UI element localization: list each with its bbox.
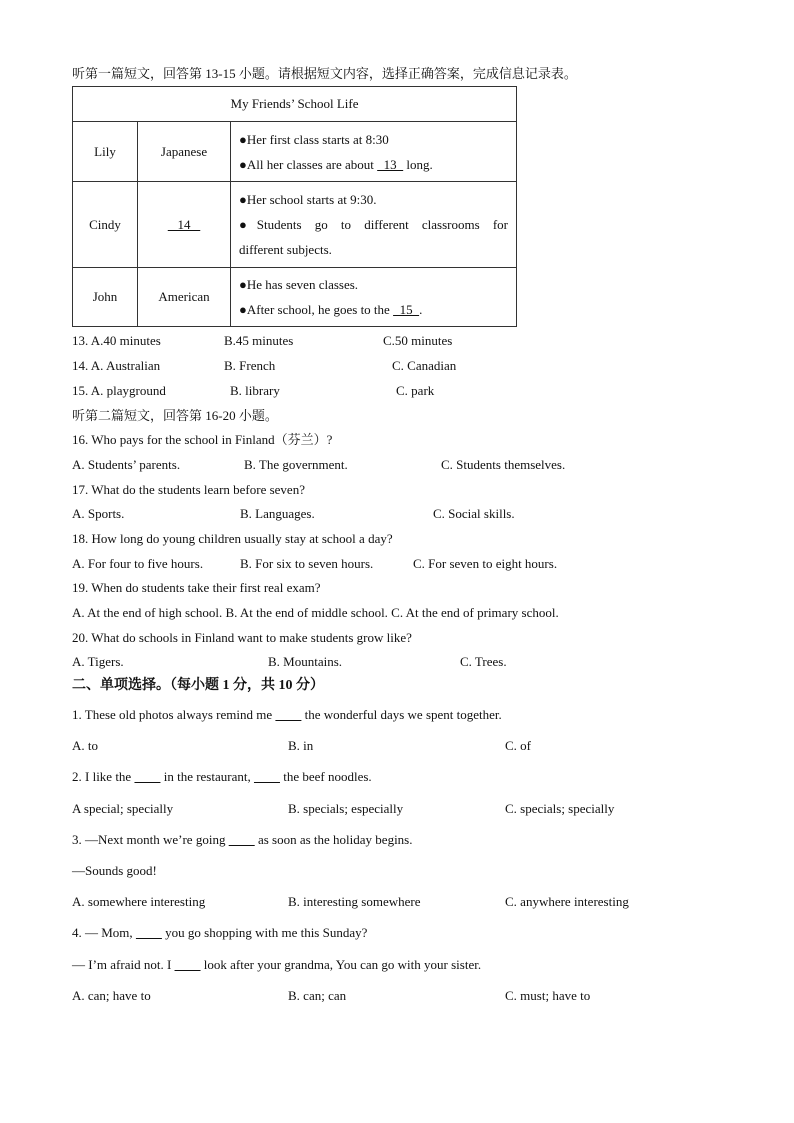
- answer-blank-15: 15: [393, 302, 420, 317]
- mc-question-2: 2. I like the in the restaurant, the beef noodles.: [72, 769, 372, 784]
- table-cell-nationality: Japanese: [138, 122, 231, 182]
- table-row: [73, 268, 517, 327]
- question-14-option-a: 14. A. Australian: [72, 358, 161, 373]
- answer-blank: [229, 832, 255, 847]
- mc-question-3-option-b: B. interesting somewhere: [288, 894, 421, 909]
- question-17-option-c: C. Social skills.: [433, 506, 515, 521]
- question-16: 16. Who pays for the school in Finland（芬兰）?: [72, 432, 333, 447]
- mc-question-3-option-c: C. anywhere interesting: [505, 894, 629, 909]
- mc-question-1: 1. These old photos always remind me the wonderful days we spent together.: [72, 707, 502, 722]
- question-15-option-b: B. library: [230, 383, 280, 398]
- question-18-option-b: B. For six to seven hours.: [240, 556, 374, 571]
- answer-blank-13: 13: [377, 156, 404, 172]
- question-20-option-b: B. Mountains.: [268, 654, 343, 669]
- answer-blank-14: 14: [167, 216, 201, 232]
- mc-question-2-option-c: C. specials; specially: [505, 801, 615, 816]
- table-cell-name: Lily: [73, 122, 138, 182]
- mc-question-2-option-b: B. specials; especially: [288, 801, 404, 816]
- mc-question-3: 3. —Next month we’re going as soon as the holiday begins.: [72, 832, 413, 847]
- mc-question-1-option-c: C. of: [505, 738, 531, 753]
- question-16-option-b: B. The government.: [244, 457, 348, 472]
- table-cell-name: Cindy: [73, 182, 138, 268]
- mc-question-4: 4. — Mom, you go shopping with me this Sunday?: [72, 925, 368, 940]
- mc-question-4-reply: — I’m afraid not. I look after your grandma, You can go with your sister.: [72, 957, 482, 972]
- mc-question-1-option-a: A. to: [72, 738, 98, 753]
- part1-instruction: 听第一篇短文，回答第 13-15 小题。请根据短文内容，选择正确答案，完成信息记录表。: [72, 66, 577, 81]
- mc-question-1-option-b: B. in: [288, 738, 314, 753]
- table-cell-nationality: American: [138, 268, 231, 327]
- question-13-option-a: 13. A.40 minutes: [72, 333, 161, 348]
- question-19: 19. When do students take their first real exam?: [72, 580, 321, 595]
- question-18-option-c: C. For seven to eight hours.: [413, 556, 558, 571]
- mc-question-3-option-a: A. somewhere interesting: [72, 894, 206, 909]
- part2-instruction: 听第二篇短文，回答第 16-20 小题。: [72, 408, 278, 423]
- mc-question-2-option-a: A special; specially: [72, 801, 174, 816]
- question-15-option-a: 15. A. playground: [72, 383, 166, 398]
- school-life-table: [72, 86, 517, 327]
- bullet-text: ●Students go to different classrooms for: [239, 217, 508, 232]
- mc-question-4-option-a: A. can; have to: [72, 988, 151, 1003]
- mc-question-4-option-b: B. can; can: [288, 988, 347, 1003]
- question-15-option-c: C. park: [396, 383, 435, 398]
- mc-question-3-reply: —Sounds good!: [72, 863, 157, 878]
- answer-blank: [175, 957, 201, 972]
- table-row: [73, 182, 517, 268]
- answer-blank: [275, 707, 301, 722]
- question-14-option-b: B. French: [224, 358, 276, 373]
- table-cell-nationality: [138, 182, 231, 268]
- question-18-option-a: A. For four to five hours.: [72, 556, 204, 571]
- bullet-text: ●Her school starts at 9:30.: [239, 192, 377, 207]
- question-20-option-a: A. Tigers.: [72, 654, 124, 669]
- question-16-option-a: A. Students’ parents.: [72, 457, 181, 472]
- bullet-text: ●All her classes are about 13 long.: [239, 156, 433, 172]
- question-20: 20. What do schools in Finland want to make students grow like?: [72, 630, 412, 645]
- table-cell-name: John: [73, 268, 138, 327]
- answer-blank: [136, 925, 162, 940]
- question-18: 18. How long do young children usually stay at school a day?: [72, 531, 393, 546]
- mc-question-4-option-c: C. must; have to: [505, 988, 591, 1003]
- table-caption: My Friends’ School Life: [73, 87, 517, 122]
- bullet-text: ●Her first class starts at 8:30: [239, 131, 389, 147]
- table-row: [73, 122, 517, 182]
- question-13-option-b: B.45 minutes: [224, 333, 294, 348]
- question-20-option-c: C. Trees.: [460, 654, 507, 669]
- bullet-text: different subjects.: [239, 242, 332, 257]
- bullet-text: ●He has seven classes.: [239, 277, 359, 292]
- section2-heading: 二、单项选择。（每小题 1 分，共 10 分）: [72, 678, 324, 693]
- answer-blank: [254, 769, 280, 784]
- question-13-option-c: C.50 minutes: [383, 333, 453, 348]
- question-16-option-c: C. Students themselves.: [441, 457, 566, 472]
- question-17: 17. What do the students learn before seven?: [72, 482, 305, 497]
- bullet-text: ●After school, he goes to the 15 .: [239, 302, 423, 317]
- question-14-option-c: C. Canadian: [392, 358, 457, 373]
- question-19-options: A. At the end of high school. B. At the end of middle school. C. At the end of primary school.: [72, 605, 559, 620]
- question-17-option-a: A. Sports.: [72, 506, 125, 521]
- question-17-option-b: B. Languages.: [240, 506, 315, 521]
- answer-blank: [134, 769, 160, 784]
